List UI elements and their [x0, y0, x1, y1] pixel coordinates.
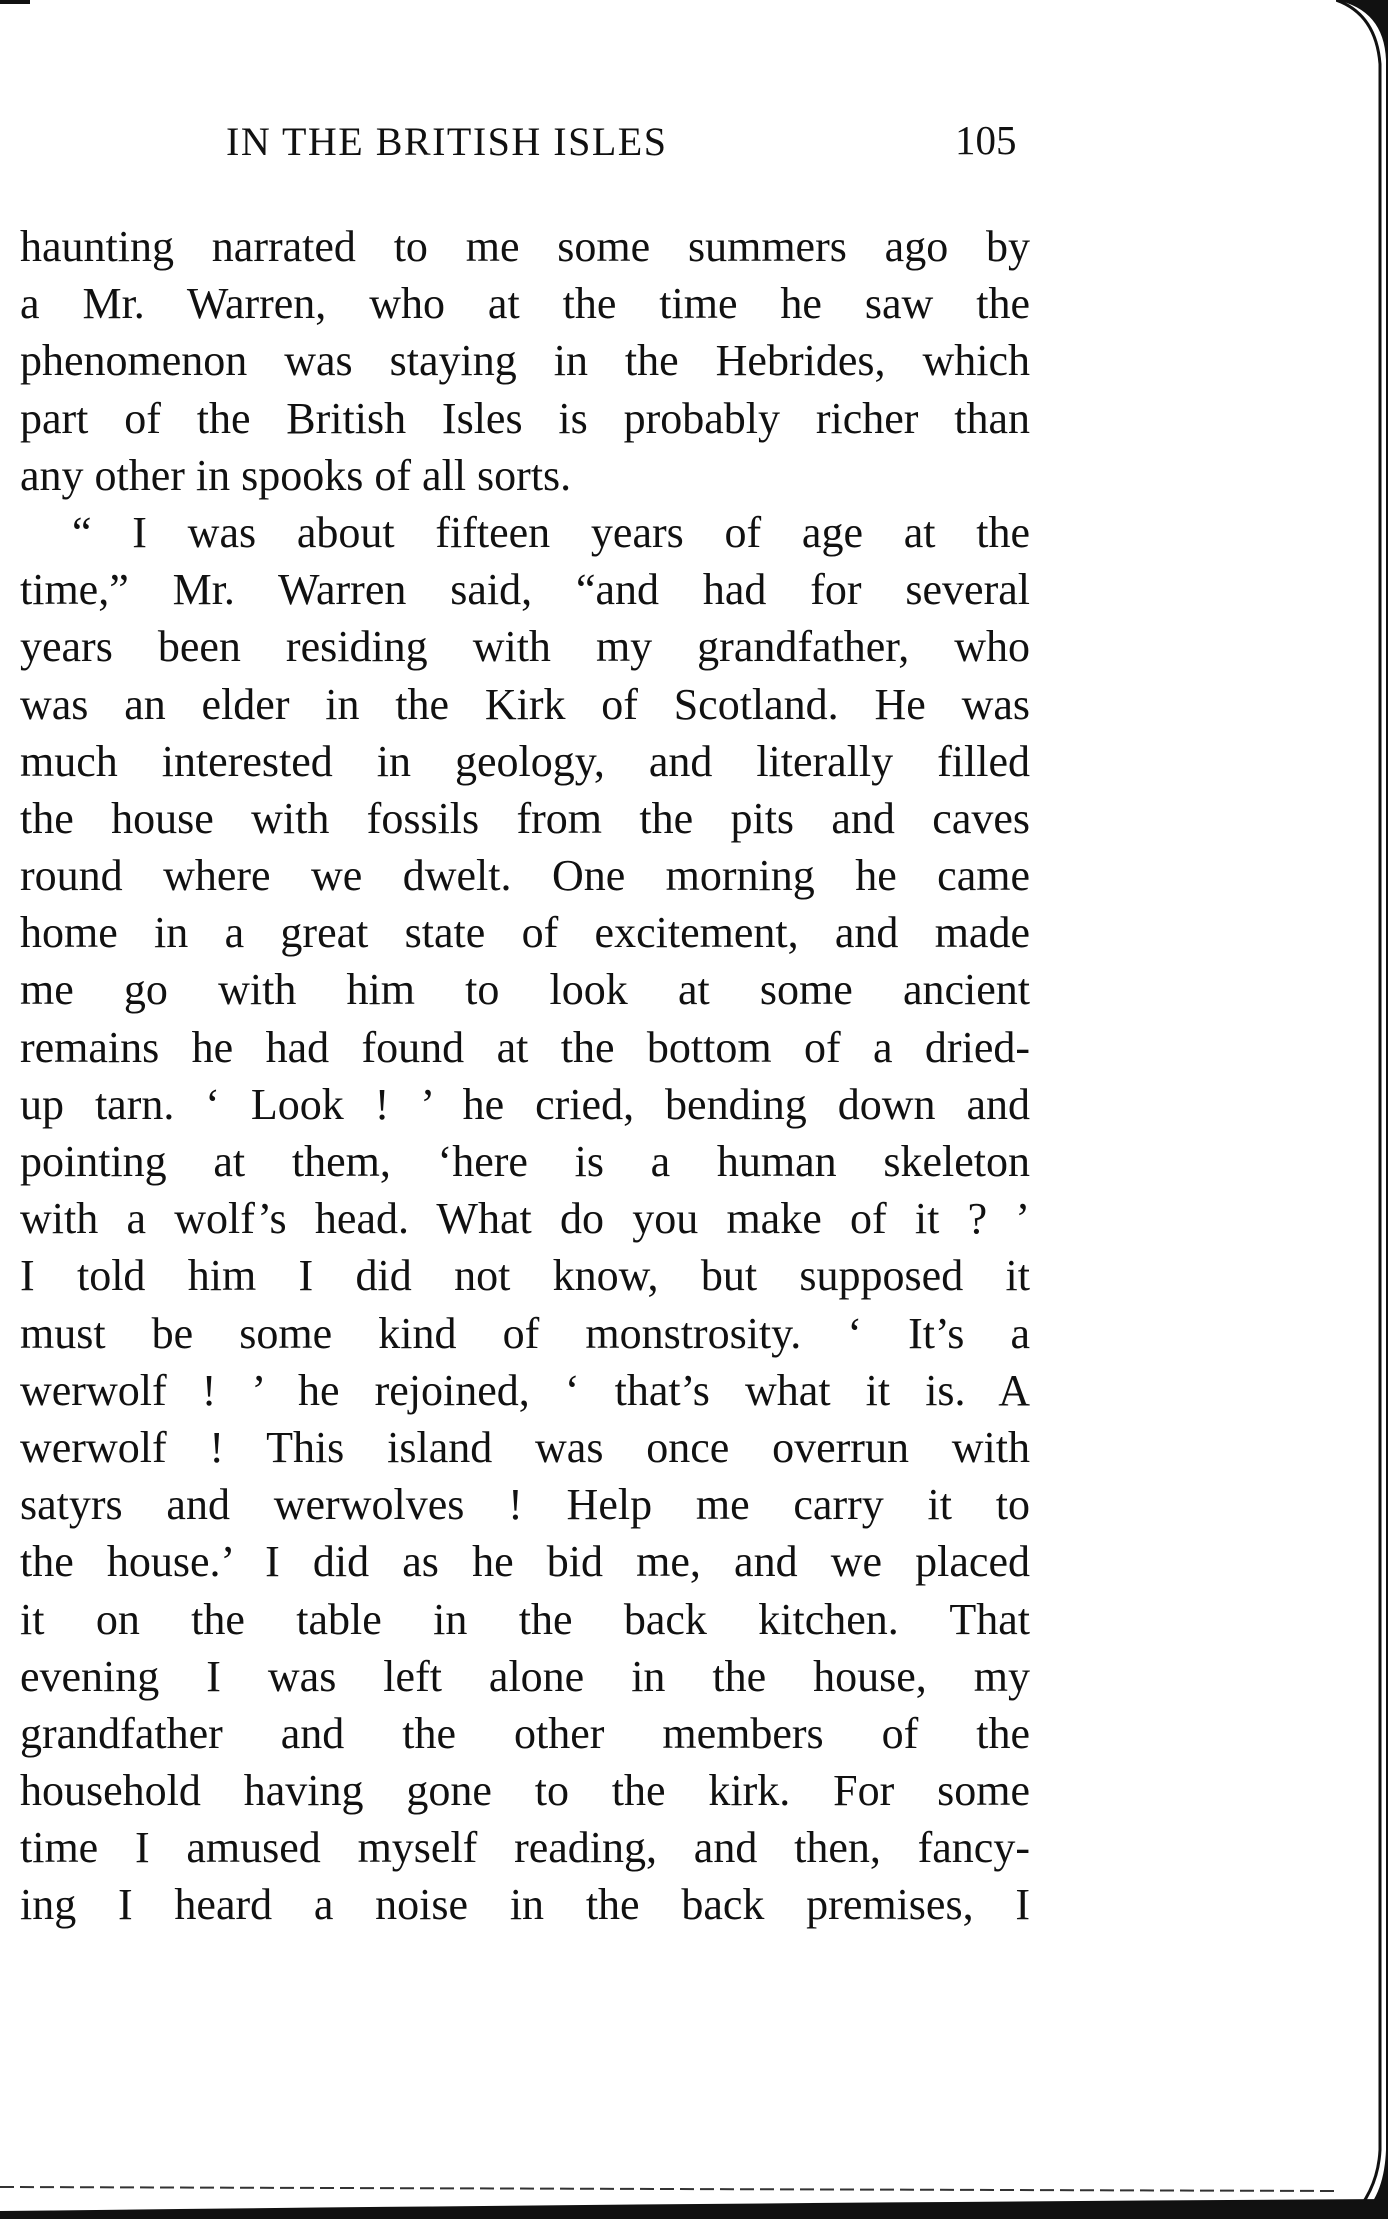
text-line: a Mr. Warren, who at the time he saw the: [20, 279, 1030, 329]
text-line: any other in spooks of all sorts.: [20, 450, 572, 500]
text-line: remains he had found at the bottom of a dried-: [20, 1022, 1030, 1072]
text-line: ing I heard a noise in the back premises, I: [20, 1880, 1030, 1930]
text-line: the house with fossils from the pits and caves: [20, 793, 1030, 843]
text-line: much interested in geology, and literally filled: [20, 736, 1030, 786]
text-line: with a wolf’s head. What do you make of it ? ’: [20, 1194, 1030, 1244]
text-line: me go with him to look at some ancient: [20, 965, 1030, 1015]
scan-corner-mark: [0, 0, 30, 4]
text-line: round where we dwelt. One morning he came: [20, 851, 1030, 901]
text-line: years been residing with my grandfather, who: [20, 622, 1030, 672]
page-number: 105: [955, 117, 1017, 163]
text-line: home in a great state of excitement, and made: [20, 908, 1030, 958]
text-line: household having gone to the kirk. For some: [20, 1766, 1030, 1816]
text-line: it on the table in the back kitchen. That: [20, 1594, 1030, 1644]
text-line: time I amused myself reading, and then, fancy-: [20, 1823, 1030, 1873]
page-edge-bottom: [0, 2159, 1388, 2219]
running-head: [0, 118, 1388, 178]
text-line: pointing at them, ‘here is a human skeleton: [20, 1137, 1030, 1186]
text-line: up tarn. ‘ Look ! ’ he cried, bending down and: [20, 1079, 1030, 1129]
text-line: grandfather and the other members of the: [20, 1708, 1030, 1758]
text-line: evening I was left alone in the house, my: [20, 1651, 1030, 1701]
page-edge-right: [1336, 0, 1388, 2219]
running-title: IN THE BRITISH ISLES: [226, 119, 668, 164]
text-line: part of the British Isles is probably richer than: [20, 393, 1030, 443]
text-line: “ I was about fifteen years of age at the: [72, 507, 1030, 557]
text-line: satyrs and werwolves ! Help me carry it to: [20, 1480, 1030, 1530]
text-line: haunting narrated to me some summers ago by: [20, 222, 1030, 271]
text-line: the house.’ I did as he bid me, and we placed: [20, 1537, 1030, 1587]
text-line: phenomenon was staying in the Hebrides, which: [20, 336, 1030, 386]
body-text: [20, 218, 1030, 1934]
text-line: must be some kind of monstrosity. ‘ It’s a: [20, 1308, 1030, 1358]
text-line: werwolf ! ’ he rejoined, ‘ that’s what it is. A: [20, 1365, 1030, 1415]
text-line: I told him I did not know, but supposed it: [20, 1251, 1030, 1301]
text-line: time,” Mr. Warren said, “and had for several: [20, 565, 1030, 615]
text-line: was an elder in the Kirk of Scotland. He was: [20, 679, 1030, 729]
text-line: werwolf ! This island was once overrun with: [20, 1422, 1030, 1472]
